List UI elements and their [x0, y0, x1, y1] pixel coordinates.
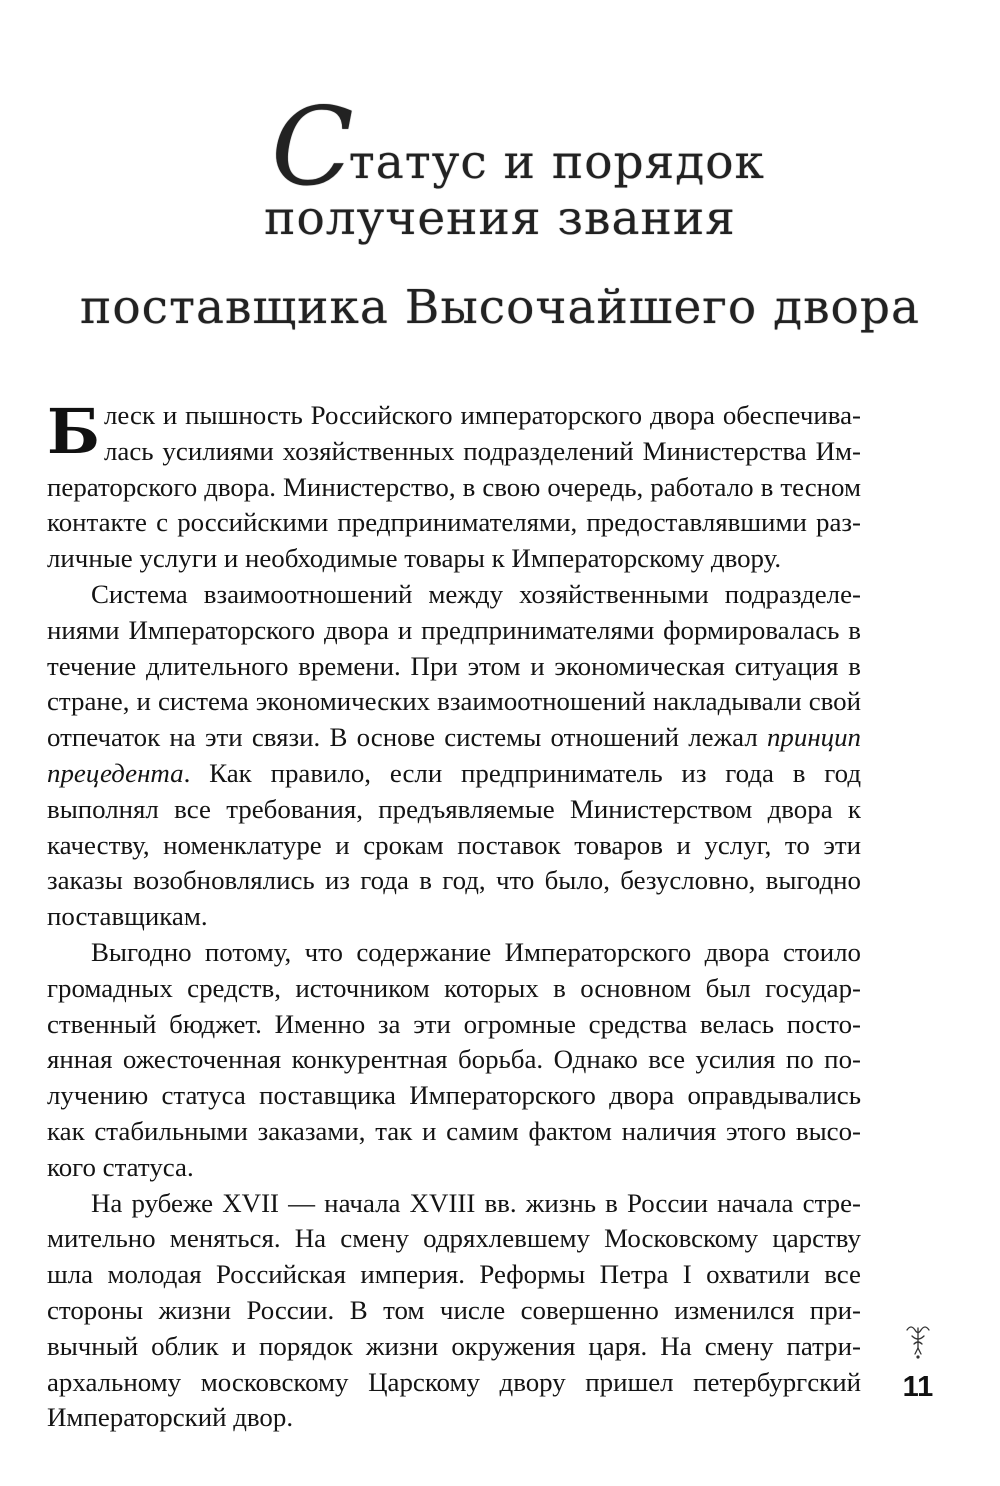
paragraph-2-italic-term: принцип прецедента: [47, 722, 861, 788]
paragraph-2-text-end: . Как правило, если предприниматель из года в год выполнял все требования, предъявляемые Министерством двора к качеству, номенклатуре и срокам поставок товаров и услуг, то эти заказы возобновлялись из года в год, что было, безусловно, выгодно поставщикам.: [47, 757, 861, 932]
chapter-title-line-1-text: татус и порядок: [348, 135, 765, 190]
paragraph-2-text-start: Система взаимоотношений между хозяйственными подразделениями Императорского двора и предпринимателями формировалась в течение длительного времени. При этом и экономическая ситуация в стране, и система экономических взаимоотношений накладывали свой отпечаток на эти связи. В основе системы отношений лежал: [47, 578, 861, 753]
chapter-title-line-3: поставщика Высочайшего двора: [80, 280, 920, 335]
drop-cap: Б: [47, 395, 100, 468]
paragraph-2: [47, 577, 861, 935]
chapter-title-initial: С: [271, 85, 355, 210]
chapter-title-line-1: [0, 85, 1000, 210]
page-number: 11: [902, 1371, 934, 1403]
paragraph-1: [47, 395, 861, 577]
body-text: [47, 395, 861, 1436]
paragraph-4: На рубеже XVII — начала XVIII вв. жизнь в России начала стремительно меняться. На смену одряхлевшему Московскому царству шла молодая Российская империя. Реформы Петра I охватили все стороны жизни России. В том числе совершенно изменился привычный облик и порядок жизни окружения царя. На смену патриархальному московскому Царскому двору пришел петербургский Императорский двор.: [47, 1187, 861, 1433]
fleur-ornament-icon: [903, 1322, 933, 1362]
paragraph-3: Выгодно потому, что содержание Императорского двора стоило громадных средств, источником которых в основном был государственный бюджет. Именно за эти огромные средства велась постоянная ожесточенная конкурентная борьба. Однако все усилия по получению статуса поставщика Императорского двора оправдывались как стабильными заказами, так и самим фактом наличия этого высокого статуса.: [47, 936, 861, 1182]
paragraph-1-text: леск и пышность Российского императорского двора обеспечивалась усилиями хозяйственных подразделений Министерства Императорского двора. Министерство, в свою очередь, работало в тесном контакте с российскими предпринимателями, предоставлявшими различные услуги и необходимые товары к Императорскому двору.: [47, 400, 861, 574]
chapter-title-line-2: получения звания: [264, 191, 736, 246]
